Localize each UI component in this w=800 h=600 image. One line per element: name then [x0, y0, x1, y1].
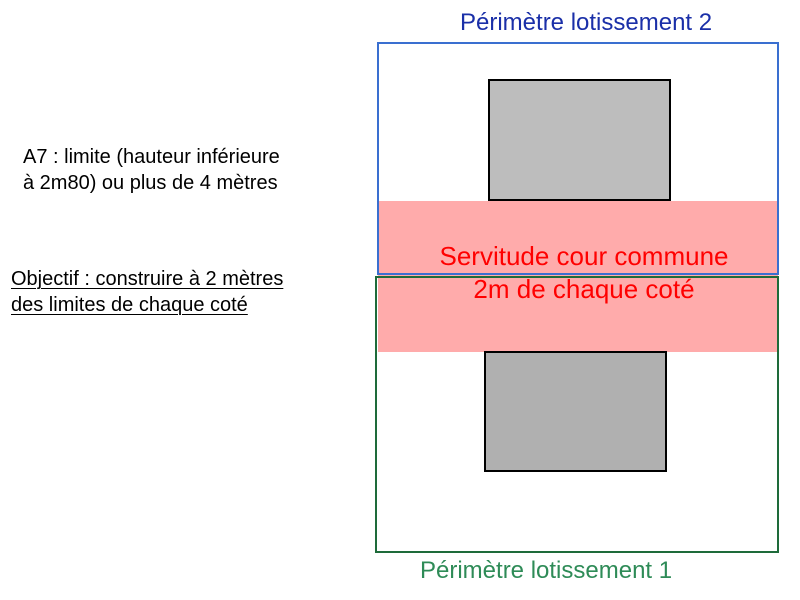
objective-line-1: Objectif : construire à 2 mètres [11, 268, 284, 290]
easement-label-line-1: Servitude cour commune [439, 241, 729, 271]
a7-rule-line-2: à 2m80) ou plus de 4 mètres [23, 172, 278, 194]
easement-label-line-2: 2m de chaque coté [473, 274, 695, 304]
easement-label [378, 240, 790, 306]
a7-rule-line-1: A7 : limite (hauteur inférieure [23, 146, 280, 168]
a7-rule-note [23, 144, 353, 196]
building-top [488, 79, 671, 201]
perimeter-1-label: Périmètre lotissement 1 [420, 557, 673, 584]
objective-note [11, 266, 351, 318]
building-bottom [484, 351, 667, 472]
objective-line-2: des limites de chaque coté [11, 294, 248, 316]
perimeter-2-label: Périmètre lotissement 2 [460, 9, 713, 36]
